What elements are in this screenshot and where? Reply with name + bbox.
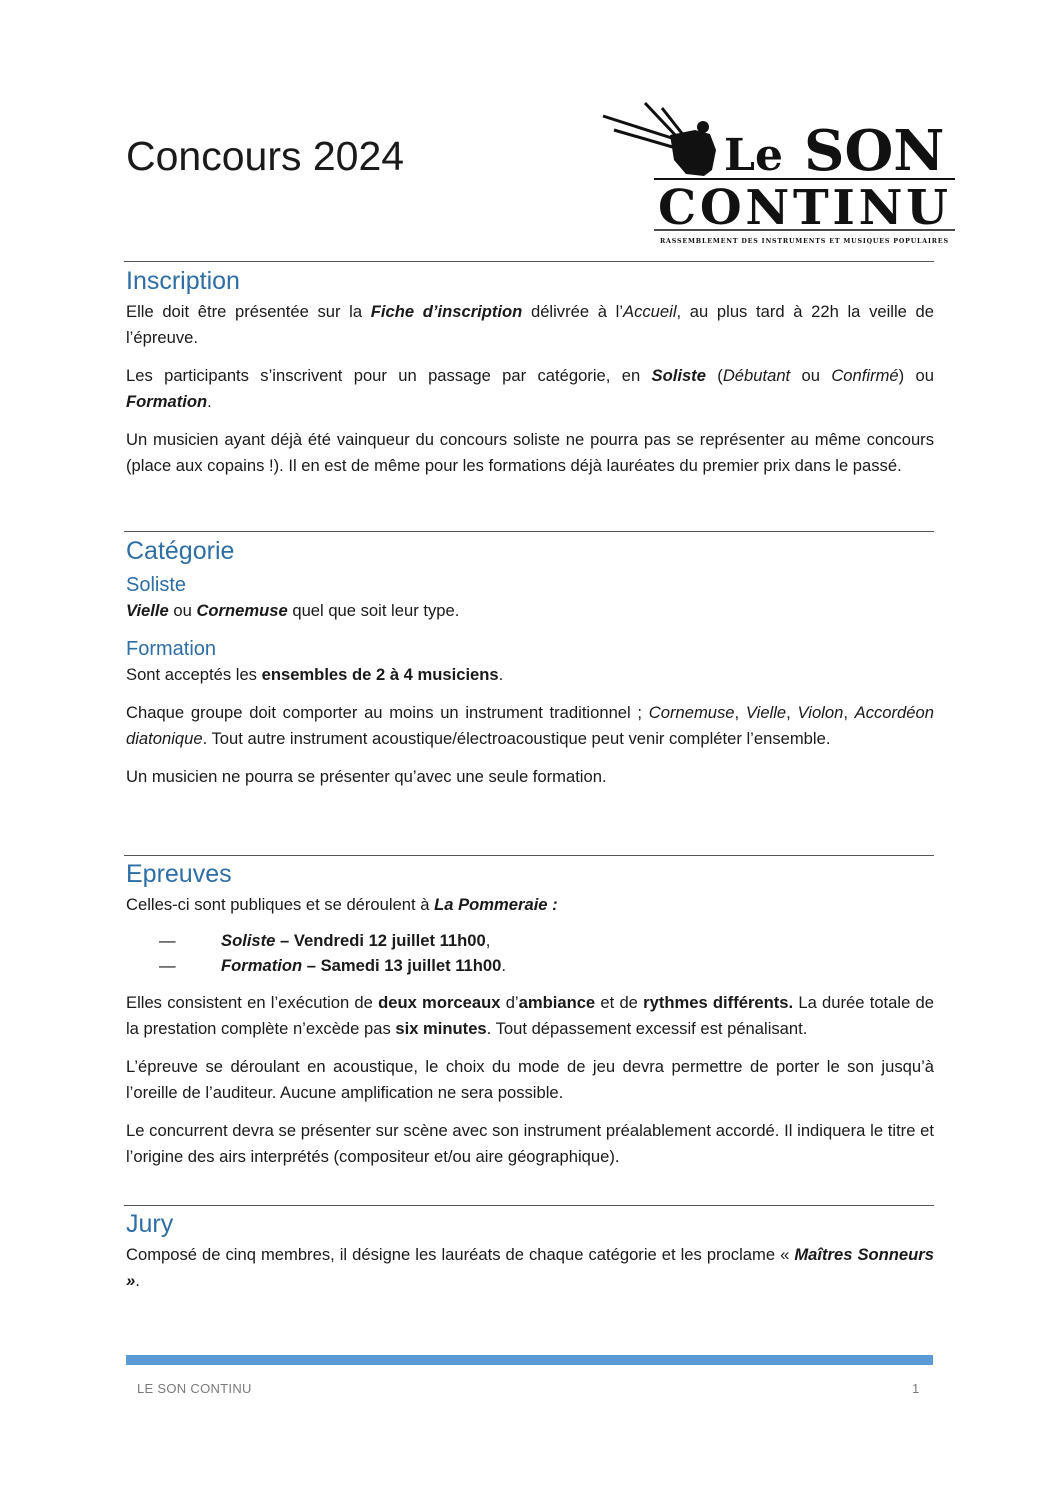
- figure-silhouette: [670, 130, 716, 176]
- logo-son: SON: [804, 118, 945, 184]
- section-divider: [124, 1205, 934, 1206]
- epreuves-paragraph-1: Elles consistent en l’exécution de deux morceaux d’ambiance et de rythmes différents. La durée totale de la prestation complète n’excède pas six minutes. Tout dépassement excessif est pénalisant.: [126, 993, 934, 1038]
- section-inscription: [126, 267, 934, 479]
- document-title: Concours 2024: [126, 133, 405, 179]
- epreuves-paragraph-3: Le concurrent devra se présenter sur scène avec son instrument préalablement accordé. Il indiquera le titre et l’origine des airs interprétés (compositeur et/ou aire géographique).: [126, 1121, 934, 1166]
- jury-paragraph: Composé de cinq membres, il désigne les lauréats de chaque catégorie et les proclame « Maîtres Sonneurs ».: [126, 1245, 934, 1290]
- logo-continu: CONTINU: [658, 180, 948, 236]
- subheading-soliste: Soliste: [126, 574, 187, 596]
- heading-jury: Jury: [126, 1210, 174, 1238]
- formation-paragraph-1: Sont acceptés les ensembles de 2 à 4 musiciens.: [126, 665, 504, 684]
- section-epreuves: [126, 860, 934, 1170]
- list-item: — Soliste – Vendredi 12 juillet 11h00,: [159, 931, 491, 950]
- subheading-formation: Formation: [126, 638, 217, 660]
- formation-paragraph-2: Chaque groupe doit comporter au moins un instrument traditionnel ; Cornemuse, Vielle, Violon, Accordéon diatonique. Tout autre instrument acoustique/électroacoustique peut venir compléter l’ensemble.: [126, 703, 934, 748]
- footer-organization: LE SON CONTINU: [137, 1381, 252, 1396]
- logo-tagline: RASSEMBLEMENT DES INSTRUMENTS ET MUSIQUES POPULAIRES: [660, 238, 948, 245]
- page-number: 1: [912, 1381, 920, 1396]
- epreuves-intro: Celles-ci sont publiques et se déroulent à La Pommeraie :: [126, 895, 558, 914]
- inscription-paragraph-2: Les participants s’inscrivent pour un passage par catégorie, en Soliste (Débutant ou Confirmé) ou Formation.: [126, 366, 934, 411]
- le-son-continu-logo: [600, 100, 960, 248]
- section-divider: [124, 855, 934, 856]
- section-divider: [124, 531, 934, 532]
- formation-paragraph-3: Un musicien ne pourra se présenter qu’avec une seule formation.: [126, 767, 607, 786]
- heading-epreuves: Epreuves: [126, 860, 232, 888]
- section-categorie: [126, 537, 934, 790]
- inscription-paragraph-1: Elle doit être présentée sur la Fiche d’inscription délivrée à l’Accueil, au plus tard à 22h la veille de l’épreuve.: [126, 302, 934, 347]
- heading-categorie: Catégorie: [126, 537, 235, 565]
- heading-inscription: Inscription: [126, 267, 240, 295]
- logo-le: Le: [724, 130, 783, 181]
- footer-bar: [126, 1355, 933, 1365]
- inscription-paragraph-3: Un musicien ayant déjà été vainqueur du concours soliste ne pourra pas se représenter au même concours (place aux copains !). Il en est de même pour les formations déjà lauréates du premier prix dans le passé.: [126, 430, 934, 475]
- epreuves-paragraph-2: L’épreuve se déroulant en acoustique, le choix du mode de jeu devra permettre de porter le son jusqu’à l’oreille de l’auditeur. Aucune amplification ne sera possible.: [126, 1057, 934, 1102]
- soliste-paragraph: Vielle ou Cornemuse quel que soit leur type.: [126, 601, 460, 620]
- section-jury: [126, 1210, 934, 1294]
- section-divider: [124, 261, 934, 262]
- epreuves-schedule-list: [126, 928, 934, 978]
- list-item: — Formation – Samedi 13 juillet 11h00.: [159, 956, 506, 975]
